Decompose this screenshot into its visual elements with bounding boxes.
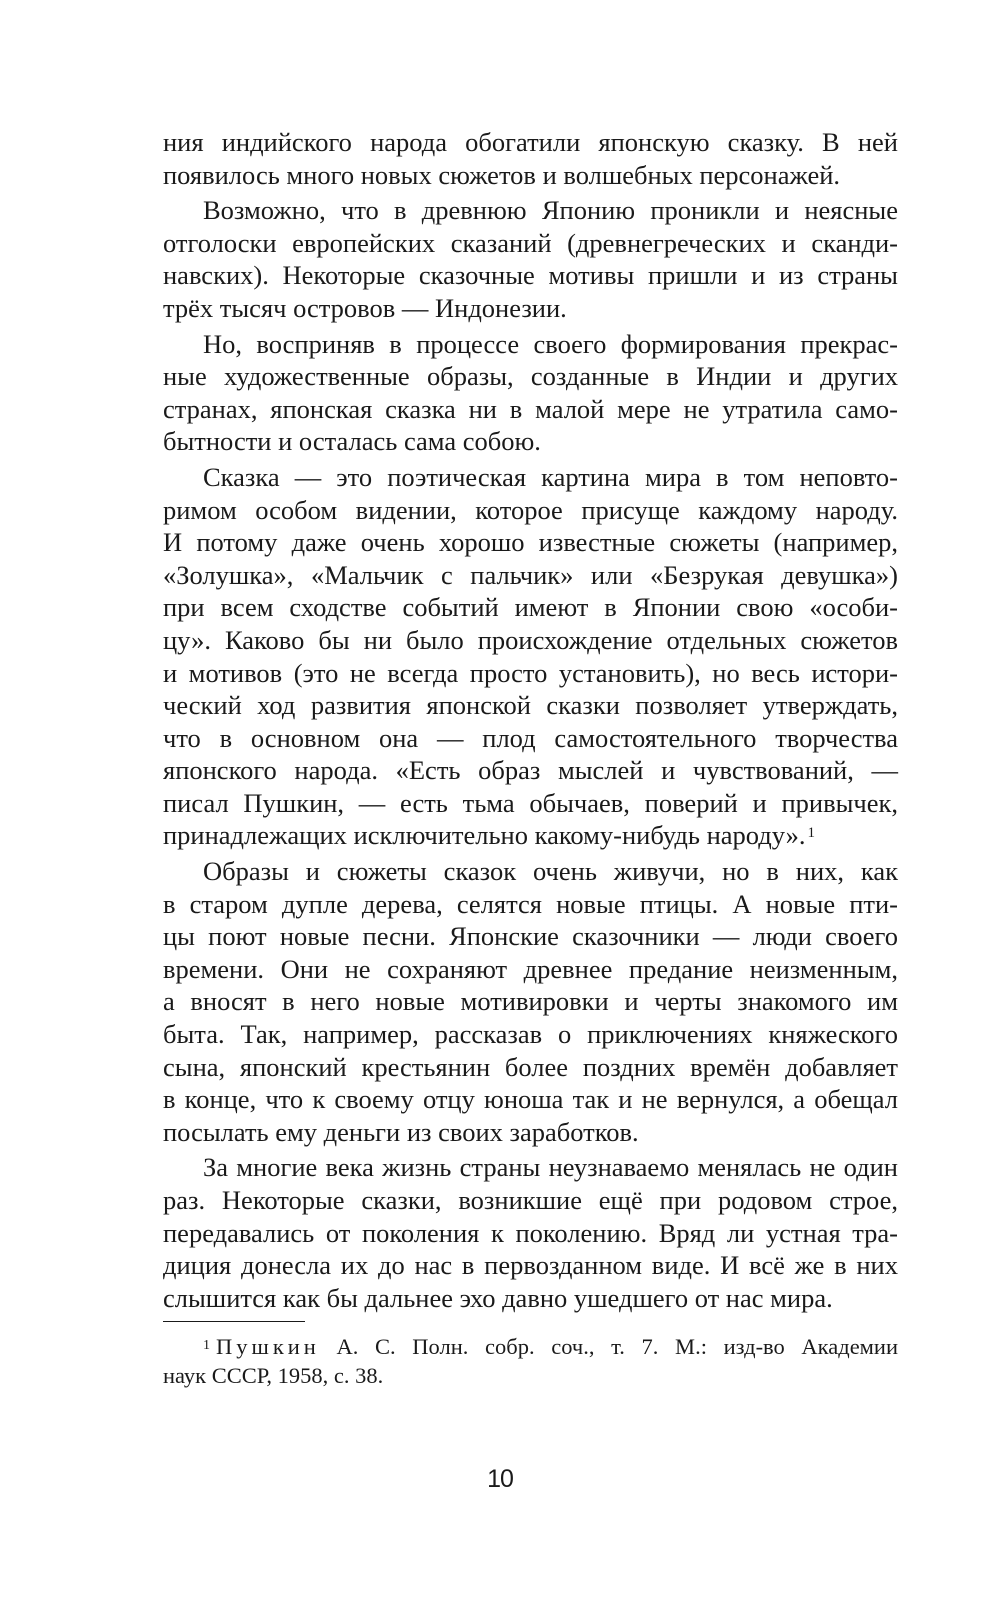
paragraph: [163, 328, 898, 458]
text-line: трёх тысяч островов — Индонезии.: [163, 292, 567, 323]
text-line: «Золушка», «Мальчик с пальчик» или «Безрукая девушка»): [163, 559, 898, 590]
text-line: времени. Они не сохраняют древнее предание неизменным,: [163, 953, 898, 984]
text-line: диция донесла их до нас в первозданном виде. И всё же в них: [163, 1250, 898, 1281]
text-line: появилось много новых сюжетов и волшебных персонажей.: [163, 159, 841, 190]
text-line: в старом дупле дерева, селятся новые птицы. А новые пти-: [163, 888, 898, 919]
text-line: ческий ход развития японской сказки позволяет утверждать,: [163, 690, 898, 721]
text-line: Но, восприняв в процессе своего формирования прекрас-: [203, 328, 898, 359]
footnote-reference[interactable]: 1: [807, 825, 816, 842]
text-line: Образы и сюжеты сказок очень живучи, но в них, как: [203, 856, 898, 887]
text-line: и мотивов (это не всегда просто установить), но весь истори-: [163, 657, 898, 688]
text-line: Возможно, что в древнюю Японию проникли и неясные: [203, 195, 898, 226]
page-number: 10: [487, 1465, 513, 1493]
body-text: [163, 126, 898, 1314]
text-line: быта. Так, например, рассказав о приключениях княжеского: [163, 1019, 898, 1050]
text-line: слышится как бы дальнее эхо давно ушедшего от нас мира.: [163, 1282, 833, 1313]
paragraph: [163, 194, 898, 324]
text-line: Сказка — это поэтическая картина мира в том неповто-: [203, 461, 898, 492]
footnote-line: наук СССР, 1958, с. 38.: [163, 1363, 384, 1388]
text-line: сына, японский крестьянин более поздних времён добавляет: [163, 1051, 898, 1082]
footnote-citation: А. С. Полн. собр. соч., т. 7. М.: изд-во Академии: [336, 1334, 899, 1359]
text-line: бытности и осталась сама собою.: [163, 426, 541, 457]
text-line: цу». Каково бы ни было происхождение отдельных сюжетов: [163, 624, 898, 655]
text-line: странах, японская сказка ни в малой мере не утратила само-: [163, 393, 898, 424]
text-line: писал Пушкин, — есть тьма обычаев, поверий и привычек,: [163, 787, 898, 818]
text-line: а вносят в него новые мотивировки и черты знакомого им: [163, 986, 898, 1017]
text-line: посылать ему деньги из своих заработков.: [163, 1116, 639, 1147]
text-line: японского народа. «Есть образ мыслей и чувствований, —: [163, 755, 898, 786]
text-line: в конце, что к своему отцу юноша так и не вернулся, а обещал: [163, 1084, 898, 1115]
text-line: передавались от поколения к поколению. Вряд ли устная тра-: [163, 1217, 898, 1248]
footnote-author: Пушкин: [216, 1334, 320, 1359]
text-line: что в основном она — плод самостоятельного творчества: [163, 722, 898, 753]
footnote-divider: [163, 1321, 305, 1322]
paragraph: [163, 1151, 898, 1314]
text-line: И потому даже очень хорошо известные сюжеты (например,: [163, 527, 898, 558]
text-line: раз. Некоторые сказки, возникшие ещё при родовом строе,: [163, 1185, 898, 1215]
text-line: римом особом видении, которое присуще каждому народу.: [163, 494, 898, 525]
text-line: при всем сходстве событий имеют в Японии свою «особи-: [163, 592, 898, 623]
footnote: [163, 1332, 898, 1390]
text-line-content: принадлежащих исключительно какому-нибудь народу».: [163, 820, 806, 851]
text-line: цы поют новые песни. Японские сказочники — люди своего: [163, 921, 898, 952]
text-line: [163, 819, 898, 852]
text-line: За многие века жизнь страны неузнаваемо менялась не один: [203, 1152, 898, 1183]
text-line: ния индийского народа обогатили японскую сказку. В ней: [163, 127, 898, 157]
footnote-line: [163, 1332, 898, 1361]
footnote-marker: 1: [203, 1338, 210, 1353]
paragraph: [163, 461, 898, 852]
paragraph: [163, 855, 898, 1148]
text-line: отголоски европейских сказаний (древнегреческих и сканди-: [163, 227, 898, 258]
text-line: ные художественные образы, созданные в Индии и других: [163, 361, 898, 392]
text-line: навских). Некоторые сказочные мотивы пришли и из страны: [163, 260, 898, 291]
paragraph: [163, 126, 898, 191]
